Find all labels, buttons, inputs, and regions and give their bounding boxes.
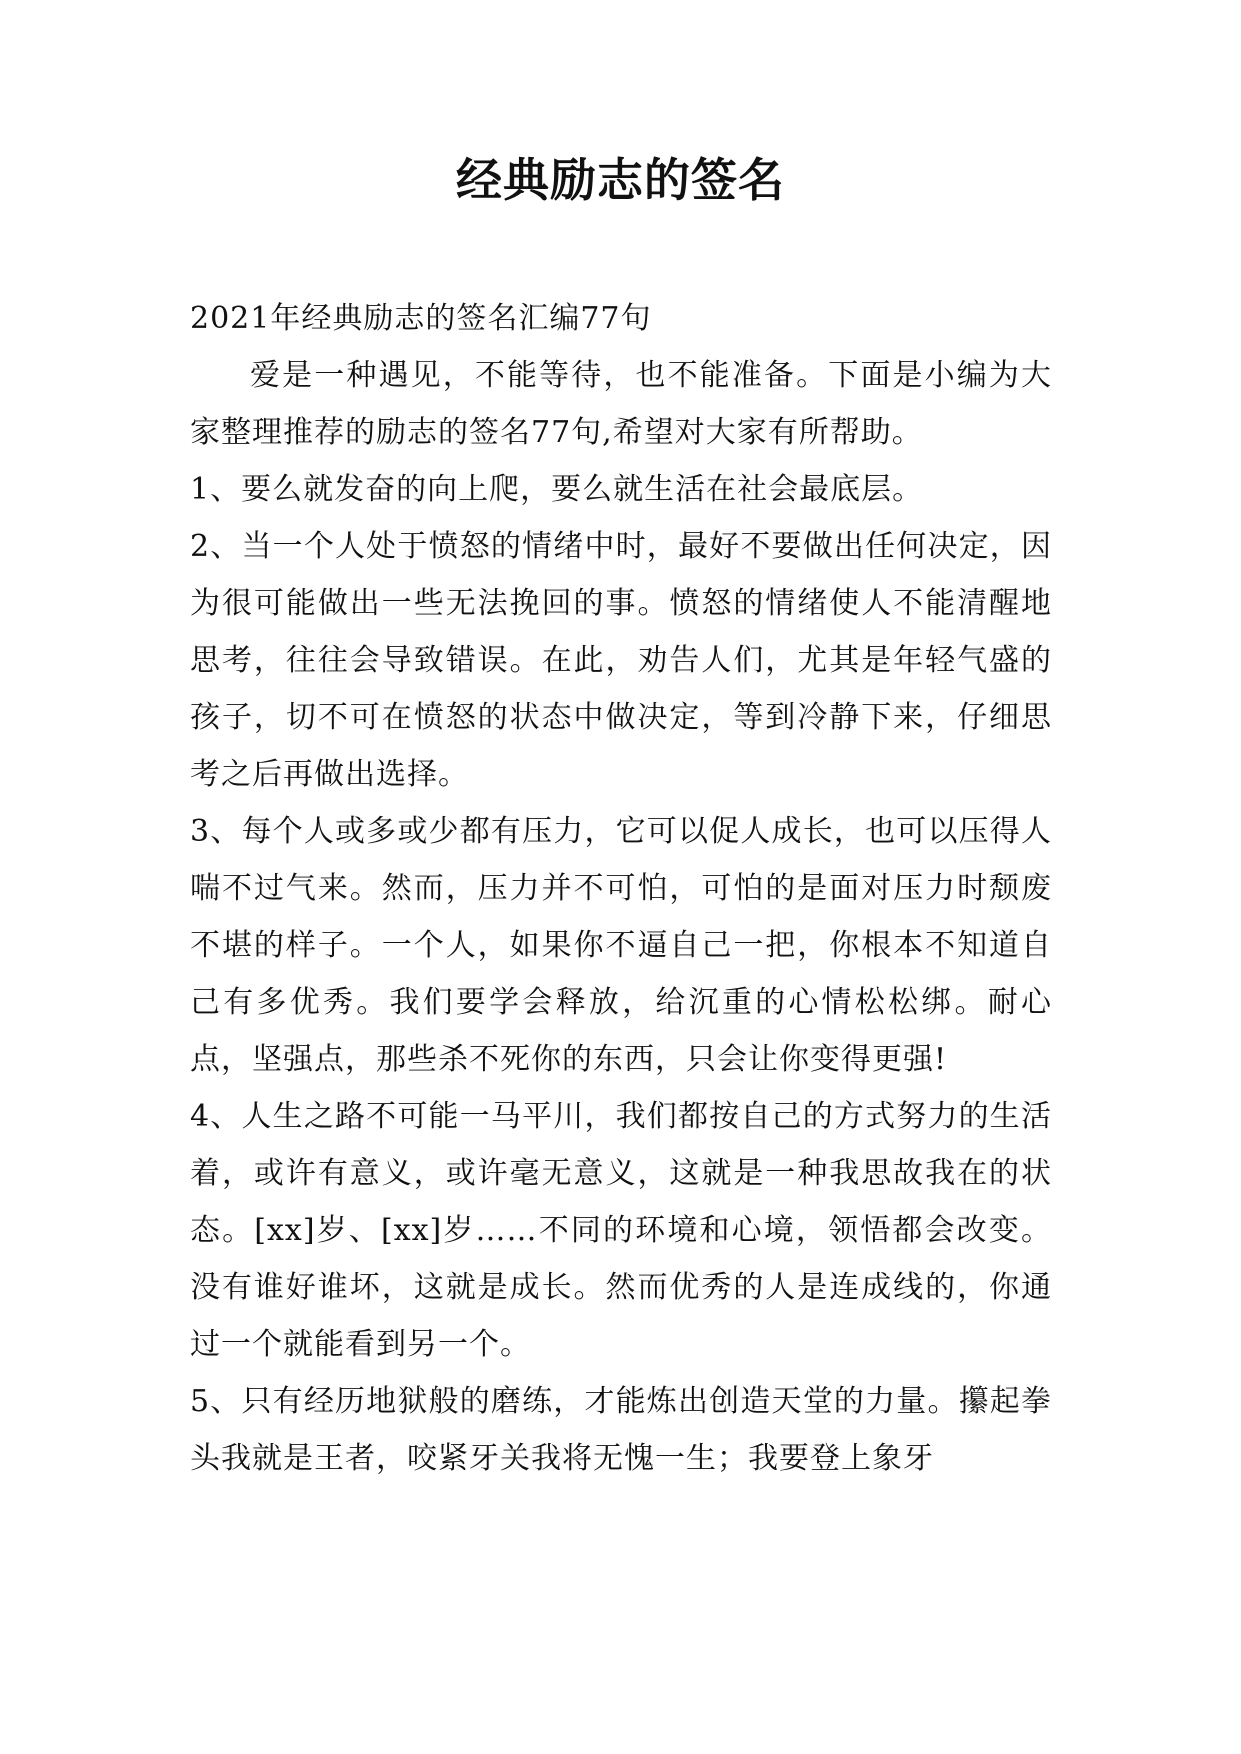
list-item-1: 1、要么就发奋的向上爬，要么就生活在社会最底层。 [190, 472, 924, 507]
list-item-4: 4、人生之路不可能一马平川，我们都按自己的方式努力的生活着，或许有意义，或许毫无意义，这就是一种我思故我在的状态。[xx]岁、[xx]岁……不同的环境和心境，领悟都会改变。没有谁好谁坏，这就是成长。然而优秀的人是连成线的，你通过一个就能看到另一个。 [190, 1099, 1052, 1362]
intro-paragraph: 爱是一种遇见，不能等待，也不能准备。下面是小编为大家整理推荐的励志的签名77句,希望对大家有所帮助。 [190, 358, 1052, 450]
list-item-3: 3、每个人或多或少都有压力，它可以促人成长，也可以压得人喘不过气来。然而，压力并不可怕，可怕的是面对压力时颓废不堪的样子。一个人，如果你不逼自己一把，你根本不知道自己有多优秀。我们要学会释放，给沉重的心情松松绑。耐心点，坚强点，那些杀不死你的东西，只会让你变得更强! [190, 814, 1052, 1077]
list-item-2: 2、当一个人处于愤怒的情绪中时，最好不要做出任何决定，因为很可能做出一些无法挽回的事。愤怒的情绪使人不能清醒地思考，往往会导致错误。在此，劝告人们，尤其是年轻气盛的孩子，切不可在愤怒的状态中做决定，等到冷静下来，仔细思考之后再做出选择。 [190, 529, 1052, 792]
document-subtitle: 2021年经典励志的签名汇编77句 [190, 301, 652, 336]
list-item-5: 5、只有经历地狱般的磨练，才能炼出创造天堂的力量。攥起拳头我就是王者，咬紧牙关我将无愧一生；我要登上象牙 [190, 1384, 1052, 1476]
document-body [190, 290, 1052, 1487]
document-title: 经典励志的签名 [456, 153, 785, 207]
